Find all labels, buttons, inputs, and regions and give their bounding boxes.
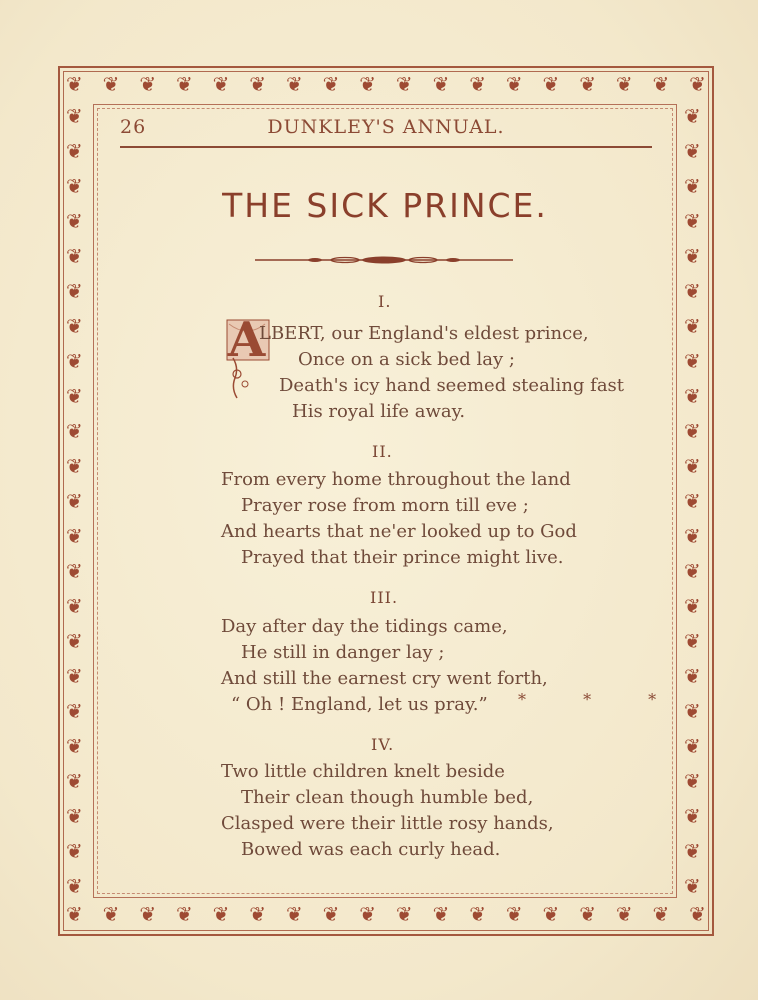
border-ornament-icon: ❦ [542,902,560,926]
border-ornament-icon: ❦ [505,72,523,96]
stanza-2-number: II. [372,442,393,461]
stanza-4-line-4: Bowed was each curly head. [241,839,501,860]
border-ornament-icon: ❦ [684,839,701,863]
right-ornament-border [684,106,701,896]
border-ornament-icon: ❦ [684,874,701,898]
border-ornament-icon: ❦ [66,209,83,233]
stanza-1-number: I. [378,292,392,311]
running-head [120,116,652,138]
stanza-1-line-4: His royal life away. [292,401,466,422]
border-ornament-icon: ❦ [684,559,701,583]
border-ornament-icon: ❦ [66,902,83,926]
bottom-ornament-border [66,904,706,924]
top-ornament-border [66,74,706,94]
border-ornament-icon: ❦ [395,902,413,926]
stanza-1-line-1: LBERT, our England's eldest prince, [259,323,589,344]
border-ornament-icon: ❦ [684,699,701,723]
border-ornament-icon: ❦ [249,902,267,926]
border-ornament-icon: ❦ [66,384,83,408]
stanza-1-line-3: Death's icy hand seemed stealing fast [279,375,625,396]
stanza-3-line-2: He still in danger lay ; [241,642,445,663]
border-ornament-icon: ❦ [689,902,706,926]
page-number: 26 [120,116,147,138]
border-ornament-icon: ❦ [285,902,303,926]
border-ornament-icon: ❦ [66,559,83,583]
border-ornament-icon: ❦ [66,454,83,478]
stanza-2-line-3: And hearts that ne'er looked up to God [221,521,577,542]
border-ornament-icon: ❦ [322,72,340,96]
border-ornament-icon: ❦ [66,72,83,96]
border-ornament-icon: ❦ [684,489,701,513]
border-ornament-icon: ❦ [102,902,120,926]
border-ornament-icon: ❦ [66,594,83,618]
border-ornament-icon: ❦ [432,902,450,926]
border-ornament-icon: ❦ [615,72,633,96]
stanza-4-line-1: Two little children knelt beside [221,761,505,782]
stanza-4-number: IV. [371,735,395,754]
border-ornament-icon: ❦ [652,72,670,96]
border-ornament-icon: ❦ [395,72,413,96]
border-ornament-icon: ❦ [66,419,83,443]
header-rule [120,146,652,148]
border-ornament-icon: ❦ [175,72,193,96]
border-ornament-icon: ❦ [652,902,670,926]
border-ornament-icon: ❦ [66,174,83,198]
border-ornament-icon: ❦ [684,139,701,163]
border-ornament-icon: ❦ [684,524,701,548]
border-ornament-icon: ❦ [684,454,701,478]
border-ornament-icon: ❦ [66,734,83,758]
border-ornament-icon: ❦ [684,629,701,653]
stanza-2-line-4: Prayed that their prince might live. [241,547,564,568]
poem-title: THE SICK PRINCE. [222,186,548,225]
border-ornament-icon: ❦ [684,314,701,338]
border-ornament-icon: ❦ [684,244,701,268]
border-ornament-icon: ❦ [66,279,83,303]
border-ornament-icon: ❦ [615,902,633,926]
border-ornament-icon: ❦ [66,874,83,898]
border-ornament-icon: ❦ [285,72,303,96]
stanza-3-line-3: And still the earnest cry went forth, [221,668,548,689]
border-ornament-icon: ❦ [102,72,120,96]
border-ornament-icon: ❦ [505,902,523,926]
border-ornament-icon: ❦ [66,839,83,863]
stanza-2-line-1: From every home throughout the land [221,469,571,490]
border-ornament-icon: ❦ [689,72,706,96]
border-ornament-icon: ❦ [66,699,83,723]
stanza-4-line-3: Clasped were their little rosy hands, [221,813,554,834]
stanza-2-line-2: Prayer rose from morn till eve ; [241,495,529,516]
stanza-1-line-2: Once on a sick bed lay ; [298,349,515,370]
border-ornament-icon: ❦ [212,902,230,926]
border-ornament-icon: ❦ [66,664,83,688]
border-ornament-icon: ❦ [66,629,83,653]
border-ornament-icon: ❦ [684,769,701,793]
border-ornament-icon: ❦ [66,104,83,128]
border-ornament-icon: ❦ [684,734,701,758]
border-ornament-icon: ❦ [66,139,83,163]
stanza-3-number: III. [370,588,399,607]
border-ornament-icon: ❦ [359,902,377,926]
border-ornament-icon: ❦ [684,419,701,443]
border-ornament-icon: ❦ [684,384,701,408]
border-ornament-icon: ❦ [139,902,157,926]
border-ornament-icon: ❦ [66,769,83,793]
stanza-3-line-1: Day after day the tidings came, [221,616,508,637]
border-ornament-icon: ❦ [66,804,83,828]
section-asterisks: * * * [518,690,683,709]
border-ornament-icon: ❦ [66,489,83,513]
border-ornament-icon: ❦ [684,664,701,688]
border-ornament-icon: ❦ [249,72,267,96]
border-ornament-icon: ❦ [175,902,193,926]
border-ornament-icon: ❦ [66,244,83,268]
border-ornament-icon: ❦ [579,902,596,926]
stanza-3-line-4: “ Oh ! England, let us pray.” [231,694,488,715]
border-ornament-icon: ❦ [66,314,83,338]
drop-cap-letter: A [228,312,266,368]
border-ornament-icon: ❦ [684,209,701,233]
border-ornament-icon: ❦ [469,72,486,96]
left-ornament-border [66,106,83,896]
border-ornament-icon: ❦ [322,902,340,926]
border-ornament-icon: ❦ [66,524,83,548]
border-ornament-icon: ❦ [359,72,377,96]
border-ornament-icon: ❦ [432,72,450,96]
border-ornament-icon: ❦ [469,902,486,926]
border-ornament-icon: ❦ [684,104,701,128]
border-ornament-icon: ❦ [684,804,701,828]
title-flourish-divider [255,250,513,270]
border-ornament-icon: ❦ [139,72,157,96]
stanza-4-line-2: Their clean though humble bed, [241,787,534,808]
journal-title: DUNKLEY'S ANNUAL. [267,116,505,138]
border-ornament-icon: ❦ [684,279,701,303]
border-ornament-icon: ❦ [542,72,560,96]
border-ornament-icon: ❦ [684,594,701,618]
border-ornament-icon: ❦ [212,72,230,96]
border-ornament-icon: ❦ [684,174,701,198]
border-ornament-icon: ❦ [579,72,596,96]
border-ornament-icon: ❦ [684,349,701,373]
border-ornament-icon: ❦ [66,349,83,373]
